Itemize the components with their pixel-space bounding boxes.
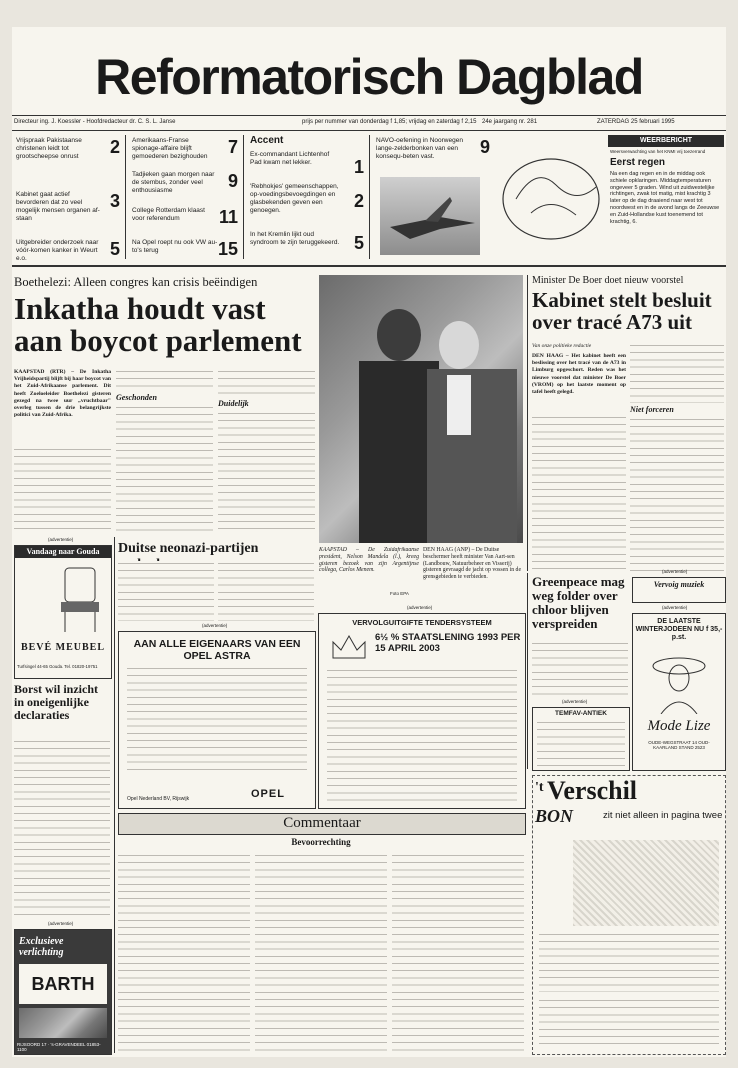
- mode-lize-ad[interactable]: [632, 613, 726, 771]
- lead-lede: KAAPSTAD (RTR) – De Inkatha Vrijheidspartij blijft bij haar boycot van het Zuid-Afrikaanse parlement. Dit heeft Zoeloeleider Boethelezi gisteren gezegd na twee uur „vruchtbaar" overleg tussen de drie belangrijkste politici van Zuid-Afrika.: [14, 369, 111, 419]
- right-column-1: [532, 415, 626, 571]
- coupon-footer: [539, 998, 719, 1048]
- lead-column-1: [14, 447, 111, 533]
- photo-caption-right: DEN HAAG (ANP) – De Duitse beschermer heeft minister Van Aart-sen (Landbouw, Natuurbeheer en Visserij) gisteren gevraagd de jacht op vossen in de grensgebieden te verbieden.: [423, 547, 522, 581]
- chair-icon: [55, 564, 105, 634]
- fighter-jet-photo: [380, 177, 480, 255]
- accent-box: [248, 135, 366, 263]
- greenpeace-column: [532, 641, 628, 695]
- barth-ad-brand: BARTH: [19, 964, 107, 1004]
- teaser-page: 15: [217, 239, 238, 259]
- accent-item[interactable]: In het Kremlin lijkt oud syndroom te zijn teruggekeerd.: [250, 231, 340, 246]
- right-kicker: Minister De Boer doet nieuw voorstel: [532, 275, 684, 286]
- teasers-left: [14, 135, 122, 263]
- column-rule: [527, 275, 528, 571]
- adv-label: (advertentie): [662, 569, 688, 574]
- column-rule: [369, 135, 370, 259]
- masthead-director: Directeur ing. J. Koessler - Hoofdredacteur dr. C. S. L. Janse: [14, 119, 176, 125]
- weather-body: Na een dag regen en in de middag ook schiele opklaringen. Middagtemperaturen ongeveer 5 graden. Wind uit zuidwestelijke richtingen, zwak tot matig, mist krachtig 3 later op de dag draaiend naar west tot noordwest en in de avond langs de Zeeuwse en Zuid-Hollandse kust toenemend tot krachtig, 6.: [610, 171, 720, 225]
- gouda-ad[interactable]: [14, 545, 112, 679]
- navo-page: 9: [479, 137, 490, 157]
- accent-item[interactable]: 'Rebhokjes' gemeenschappen, op-voedingsbevoegdingen en glasbekenden geven een genoegen.: [250, 183, 339, 214]
- tender-table: [327, 668, 517, 802]
- commentaar-header: Commentaar: [283, 815, 361, 831]
- teaser-text[interactable]: College Rotterdam klaast voor referendum: [132, 207, 205, 222]
- teaser-page: 2: [109, 137, 120, 157]
- column-rule: [527, 573, 528, 769]
- verschil-sub: zit niet alleen in pagina twee: [603, 810, 723, 821]
- right-headline: Kabinet stelt besluit over tracé A73 uit: [532, 288, 712, 334]
- winter-title: DE LAATSTE WINTERJODEEN NU f 35,- p.st.: [635, 618, 723, 641]
- weather-title: Eerst regen: [610, 157, 666, 168]
- tender-loan: 6½ % STAATSLENING 1993 PER 15 APRIL 2003: [375, 632, 521, 654]
- barth-ad[interactable]: [14, 929, 112, 1055]
- neonazi-headline: Duitse neonazi-partijen: [118, 541, 259, 556]
- commentaar-col-2: [255, 853, 387, 1053]
- opel-ad-body: [127, 666, 307, 776]
- weather-box: [608, 135, 724, 263]
- neonazi-column-2: [218, 561, 314, 621]
- greenpeace-headline: Greenpeace mag weg folder over chloor blijven verspreiden: [532, 574, 625, 631]
- opel-ad-title: AAN ALLE EIGENAARS VAN EEN OPEL ASTRA: [133, 638, 301, 662]
- temfav-body: [537, 720, 625, 766]
- accent-page: 5: [353, 233, 364, 253]
- teaser-page: 3: [109, 191, 120, 211]
- barth-ad-address: RIJSOORD 17 · 's-GRAVENDEEL 01853-1100: [17, 1042, 101, 1052]
- navo-teaser: [374, 135, 492, 263]
- masthead-volume: 24e jaargang nr. 281: [482, 119, 538, 125]
- crown-icon: [329, 632, 369, 662]
- column-rule: [243, 135, 244, 259]
- lead-kicker: Boethelezi: Alleen congres kan crisis beëindigen: [14, 275, 258, 289]
- right-column-2b: [630, 417, 724, 571]
- weather-logo: [496, 135, 606, 263]
- adv-label: (advertentie): [562, 699, 588, 704]
- lead-column-3: [218, 369, 315, 397]
- verschil-prefix: 't: [535, 780, 544, 795]
- column-rule: [125, 135, 126, 259]
- mode-title: Mode Lize: [647, 718, 711, 734]
- opel-ad-signature: Opel Nederland BV, Rijswijk: [127, 796, 190, 802]
- teaser-text[interactable]: Uitgebreider onderzoek naar vóór-komen kanker in Weurt e.o.: [16, 239, 99, 262]
- accent-header: Accent: [250, 135, 284, 146]
- temfav-title: TEMFAV-ANTIEK: [555, 710, 607, 717]
- lead-headline: Inkatha houdt vast aan boycot parlement: [14, 291, 302, 358]
- teaser-text[interactable]: Amerikaans-Franse spionage-affaire blijft gemoederen bezighouden: [132, 137, 208, 160]
- commentaar-banner: [118, 813, 526, 835]
- verschil-title: Verschil: [547, 776, 638, 805]
- teaser-page: 9: [227, 171, 238, 191]
- teaser-page: 5: [109, 239, 120, 259]
- weather-sub: Weersverwachting van het KNMI vrij toezerrand: [610, 149, 706, 154]
- lady-hat-illustration: [651, 650, 707, 714]
- bon-label: BON: [535, 806, 574, 826]
- right-lede: DEN HAAG – Het kabinet heeft een beslissing over het tracé van de A73 in Limburg opgeschort. Reden was het nieuwe voorstel dat minister De Boer (VROM) op het laatste moment op tafel heeft gelegd.: [532, 353, 626, 396]
- mode-address: OUDE-WEGSTRAAT 14 OUD-KAARLAND STAND 2523: [648, 740, 710, 750]
- teaser-text[interactable]: Tadjieken gaan morgen naar de stembus, zonder veel enthousiasme: [132, 171, 215, 194]
- commentaar-col-1: [118, 853, 250, 1053]
- teaser-text[interactable]: Vrijspraak Pakistaanse christenen leidt tot grootscheepse onrust: [16, 137, 82, 160]
- right-subhead: Niet forceren: [630, 405, 674, 414]
- borst-column: [14, 739, 110, 917]
- weather-header: WEERBERICHT: [608, 135, 724, 147]
- gouda-ad-brand: BEVÉ MEUBEL: [20, 642, 106, 653]
- zeeman-ad[interactable]: [632, 577, 726, 603]
- lead-column-2b: [116, 405, 213, 533]
- newspaper-page: [12, 27, 726, 1057]
- coupon-form[interactable]: [573, 840, 719, 926]
- teasers-mid: [130, 135, 240, 263]
- teaser-text[interactable]: Na Opel roept nu ook VW au-to's terug: [132, 239, 218, 254]
- tender-ad[interactable]: [318, 613, 526, 809]
- verschil-coupon[interactable]: [532, 775, 726, 1055]
- adv-label: (advertentie): [48, 921, 74, 926]
- coupon-options[interactable]: [539, 932, 719, 992]
- adv-label: (advertentie): [662, 605, 688, 610]
- borst-headline: Borst wil inzicht in oneigenlijke declaraties: [14, 682, 98, 722]
- commentaar-title: Bevoorrechting: [291, 837, 351, 847]
- opel-ad[interactable]: [118, 631, 316, 809]
- right-byline: Van onze politieke redactie: [532, 343, 592, 349]
- teaser-page: 11: [218, 207, 238, 227]
- accent-item[interactable]: Ex-commandant Lichtenhof Pad kwam net lekker.: [250, 151, 330, 166]
- section-rule: [12, 265, 726, 267]
- masthead-title: Reformatorisch Dagblad: [95, 49, 643, 105]
- gouda-ad-address: Turfsingel 44-65 Gouda. Tel. 01820-19751: [17, 664, 98, 669]
- right-column-2: [630, 343, 724, 403]
- masthead-infobar: [12, 115, 726, 131]
- accent-page: 2: [353, 191, 364, 211]
- column-rule: [114, 537, 115, 1053]
- temfav-ad[interactable]: [532, 707, 630, 771]
- photo-caption-left: KAAPSTAD – De Zuidafrikaanse president, Nelson Mandela (l.), kreeg gisteren bezoek van zijn Argentijnse collega, Carlos Menem.: [319, 547, 419, 574]
- zeeman-title: Vervoig muziek: [653, 580, 705, 589]
- opel-ad-brand: OPEL: [251, 788, 285, 800]
- lead-subhead-2: Duidelijk: [218, 399, 249, 408]
- masthead-date: ZATERDAG 25 februari 1995: [597, 119, 675, 125]
- neonazi-column-1: [118, 561, 214, 621]
- lead-column-2: [116, 369, 213, 389]
- navo-text[interactable]: NAVO-oefening in Noorwegen lange-zelderbonken van een konsequ-beten vast.: [376, 137, 463, 160]
- accent-page: 1: [353, 157, 364, 177]
- barth-ad-photo: [19, 1008, 107, 1038]
- photo-credit: Foto EPA: [390, 591, 409, 596]
- mandela-menem-photo: [319, 275, 523, 543]
- masthead-price: prijs per nummer van donderdag f 1,85; vrijdag en zaterdag f 2,15: [302, 119, 477, 125]
- teaser-page: 7: [227, 137, 238, 157]
- adv-label: (advertentie): [202, 623, 228, 628]
- adv-label: (advertentie): [407, 605, 433, 610]
- commentaar-col-3: [392, 853, 524, 1053]
- tender-title: VERVOLGUITGIFTE TENDERSYSTEEM: [352, 618, 492, 627]
- gouda-ad-title: Vandaag naar Gouda: [15, 546, 111, 558]
- adv-label: (advertentie): [48, 537, 74, 542]
- lead-subhead-1: Geschonden: [116, 393, 157, 402]
- lead-column-3b: [218, 411, 315, 533]
- teaser-text[interactable]: Kabinet gaat actief bevorderen dat zo veel mogelijk mensen organen af-staan: [16, 191, 100, 222]
- barth-ad-title: Exclusieve verlichting: [19, 936, 64, 958]
